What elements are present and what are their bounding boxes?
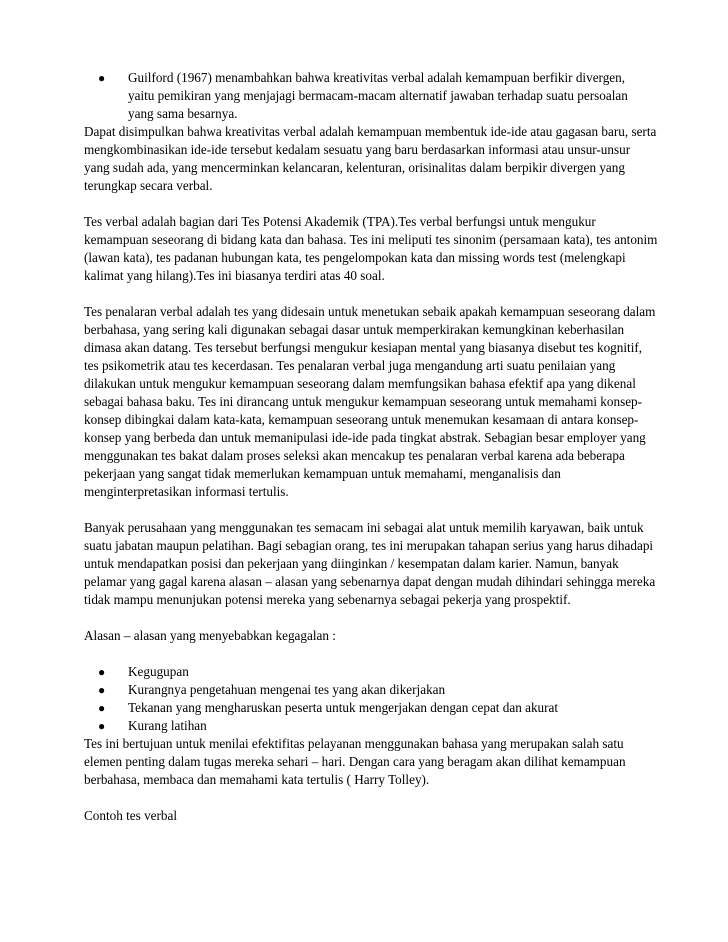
paragraph-creativity-conclusion: Dapat disimpulkan bahwa kreativitas verbal adalah kemampuan membentuk ide-ide atau gagasan baru, serta mengkombinasikan ide-ide tersebut kedalam sesuatu yang baru berdasarkan informasi atau unsur-unsur yang sudah ada, yang mencerminkan kelancaran, kelenturan, orisinalitas dalam berpikir divergen yang terungkap secara verbal. xyxy=(84,124,657,193)
list-item xyxy=(84,717,659,735)
bullet-icon: ● xyxy=(98,71,106,85)
list-item-text: Kurangnya pengetahuan mengenai tes yang akan dikerjakan xyxy=(128,682,446,697)
list-item-text: Kegugupan xyxy=(128,664,189,679)
paragraph-company-usage: Banyak perusahaan yang menggunakan tes semacam ini sebagai alat untuk memilih karyawan, baik untuk suatu jabatan maupun pelatihan. Bagi sebagian orang, tes ini merupakan tahapan serius yang harus dihadapi untuk mendapatkan posisi dan pekerjaan yang diinginkan / kesempatan dalam karier. Namun, banyak pelamar yang gagal karena alasan – alasan yang sebenarnya dapat dengan mudah dihindari sehingga mereka tidak mampu menunjukan potensi mereka yang sebenarnya sebagai pekerja yang prospektif. xyxy=(84,520,656,607)
causes-bullet-list xyxy=(84,663,659,735)
list-item-text: Tekanan yang mengharuskan peserta untuk mengerjakan dengan cepat dan akurat xyxy=(128,700,559,715)
document-body xyxy=(84,69,659,825)
list-item xyxy=(84,69,659,123)
list-item-text: Kurang latihan xyxy=(128,718,207,733)
list-item-text: Guilford (1967) menambahkan bahwa kreativitas verbal adalah kemampuan berfikir divergen, yaitu pemikiran yang menjajagi bermacam-macam alternatif jawaban terhadap suatu persoalan yang sama besarnya. xyxy=(128,70,628,121)
bullet-icon: ● xyxy=(98,719,106,733)
paragraph-test-purpose: Tes ini bertujuan untuk menilai efektifitas pelayanan menggunakan bahasa yang merupakan salah satu elemen penting dalam tugas mereka sehari – hari. Dengan cara yang beragam akan dilihat kemampuan berbahasa, membaca dan memahami kata tertulis ( Harry Tolley). xyxy=(84,736,626,787)
list-item xyxy=(84,663,659,681)
causes-heading: Alasan – alasan yang menyebabkan kegagalan : xyxy=(84,628,336,643)
guilford-bullet-list xyxy=(84,69,659,123)
paragraph-verbal-reasoning: Tes penalaran verbal adalah tes yang didesain untuk menetukan sebaik apakah kemampuan seseorang dalam berbahasa, yang sering kali digunakan sebagai dasar untuk memperkirakan kemungkinan keberhasilan dimasa akan datang. Tes tersebut berfungsi mengukur kesiapan mental yang biasanya disebut tes kognitif, tes psikometrik atau tes kecerdasan. Tes penalaran verbal juga mengandung arti suatu penilaian yang dilakukan untuk mengukur kemampuan seseorang dalam memfungsikan bahasa efektif apa yang dikenal sebagai bahasa baku. Tes ini dirancang untuk mengukur kemampuan seseorang untuk memahami konsep-konsep dibingkai dalam kata-kata, kemampuan seseorang untuk menemukan kesamaan di antara konsep-konsep yang berbeda dan untuk memanipulasi ide-ide pada tingkat abstrak. Sebagian besar employer yang menggunakan tes bakat dalam proses seleksi akan mencakup tes penalaran verbal karena ada beberapa pekerjaan yang sangat tidak memerlukan kemampuan untuk memahami, menganalisis dan menginterpretasikan informasi tertulis. xyxy=(84,304,656,499)
bullet-icon: ● xyxy=(98,683,106,697)
list-item xyxy=(84,699,659,717)
closing-line: Contoh tes verbal xyxy=(84,808,178,823)
bullet-icon: ● xyxy=(98,665,106,679)
list-item xyxy=(84,681,659,699)
paragraph-verbal-test-definition: Tes verbal adalah bagian dari Tes Potensi Akademik (TPA).Tes verbal berfungsi untuk mengukur kemampuan seseorang di bidang kata dan bahasa. Tes ini meliputi tes sinonim (persamaan kata), tes antonim (lawan kata), tes padanan hubungan kata, tes pengelompokan kata dan missing words test (melengkapi kalimat yang hilang).Tes ini biasanya terdiri atas 40 soal. xyxy=(84,214,658,283)
bullet-icon: ● xyxy=(98,701,106,715)
